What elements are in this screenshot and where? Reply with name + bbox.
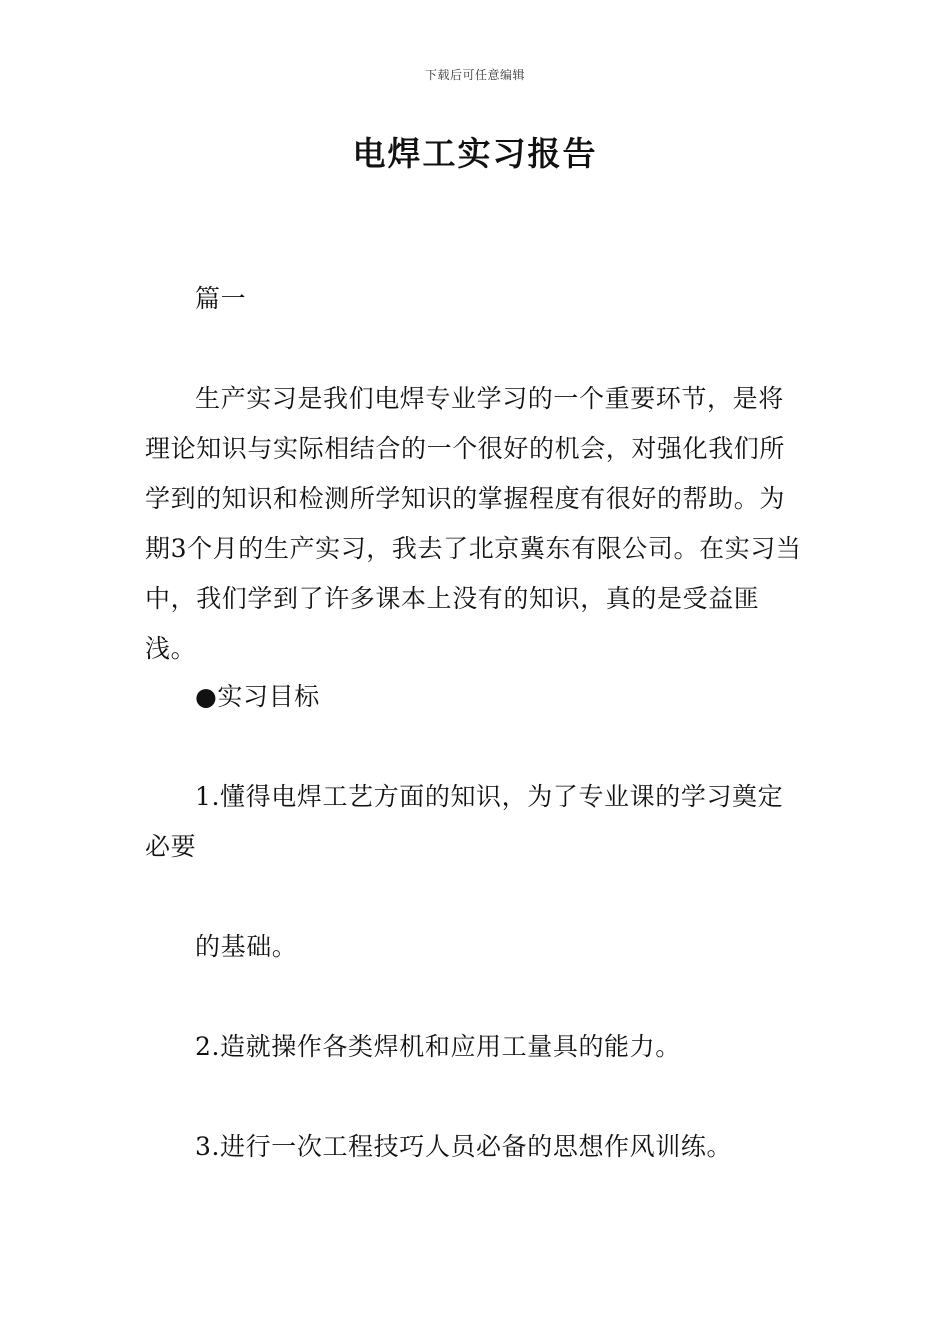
intro-paragraph: 生产实习是我们电焊专业学习的一个重要环节，是将理论知识与实际相结合的一个很好的机会，对强化我们所学到的知识和检测所学知识的掌握程度有很好的帮助。为期3个月的生产实习，我去了北京冀东有限公司。在实习当中，我们学到了许多课本上没有的知识，真的是受益匪浅。 <box>145 384 802 663</box>
document-title: 电焊工实习报告 <box>352 134 598 173</box>
header-note: 下载后可任意编辑 <box>424 68 525 82</box>
section-label: 篇一 <box>195 284 247 313</box>
goal-3: 3.进行一次工程技巧人员必备的思想作风训练。 <box>195 1132 733 1161</box>
goals-heading: ●实习目标 <box>195 682 320 711</box>
goal-1-continuation: 的基础。 <box>195 932 298 961</box>
goal-2: 2.造就操作各类焊机和应用工量具的能力。 <box>195 1032 681 1061</box>
goal-1-line1: 1.懂得电焊工艺方面的知识，为了专业课的学习奠定 <box>195 782 784 811</box>
goal-1-line2: 必要 <box>145 832 197 861</box>
